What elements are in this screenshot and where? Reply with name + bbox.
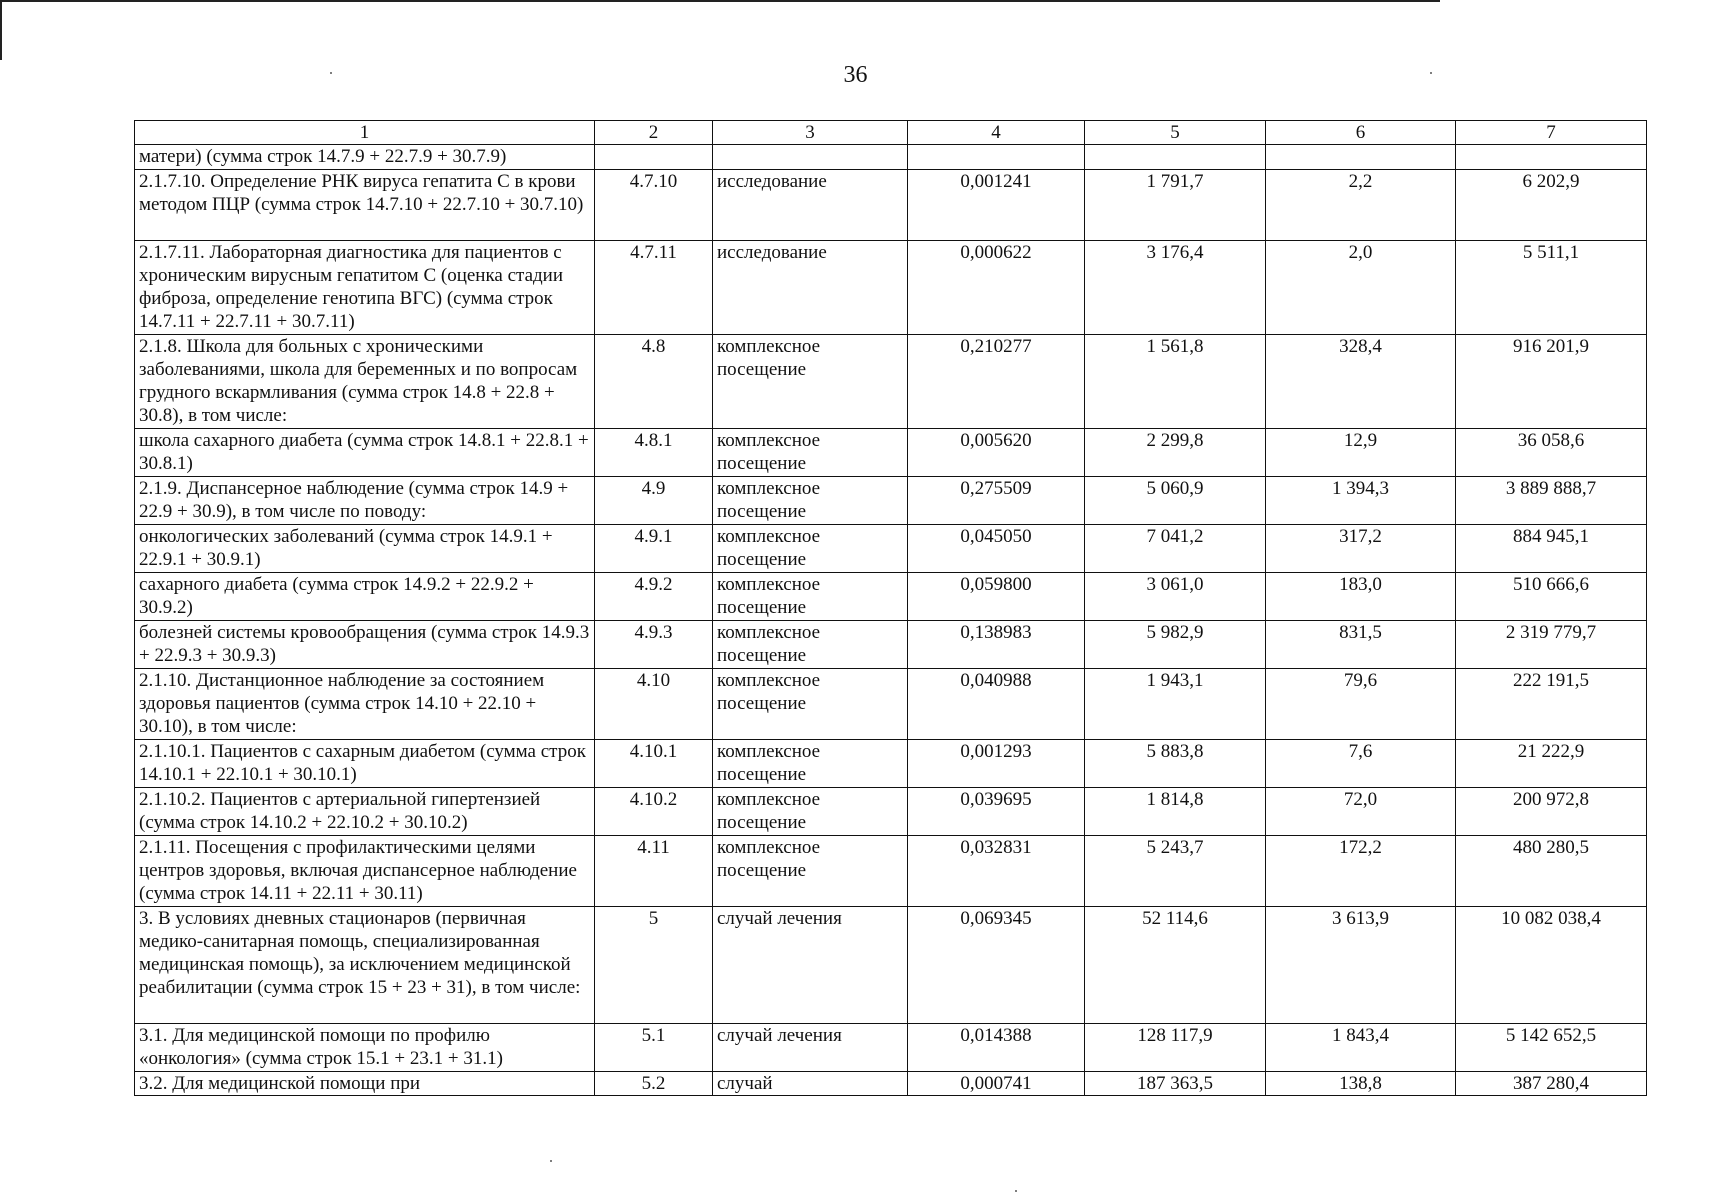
page-number: 36 <box>843 62 868 88</box>
row-name: матери) (сумма строк 14.7.9 + 22.7.9 + 30.7.9) <box>135 145 595 170</box>
row-per-capita: 79,6 <box>1266 669 1456 740</box>
row-per-capita: 138,8 <box>1266 1072 1456 1096</box>
row-norm: 0,069345 <box>908 907 1085 1024</box>
scan-left-edge <box>0 0 2 60</box>
table-row <box>135 1024 1647 1072</box>
row-name: 2.1.8. Школа для больных с хроническими заболеваниями, школа для беременных и по вопросам грудного вскармливания (сумма строк 14.8 + 22.8 + 30.8), в том числе: <box>135 335 595 429</box>
row-name: 2.1.10.2. Пациентов с артериальной гипертензией (сумма строк 14.10.2 + 22.10.2 + 30.10.2) <box>135 788 595 836</box>
row-norm: 0,001293 <box>908 740 1085 788</box>
row-unit: случай лечения <box>713 1024 908 1072</box>
table-row <box>135 669 1647 740</box>
row-code: 4.7.11 <box>595 241 713 335</box>
row-per-capita <box>1266 145 1456 170</box>
row-unit: комплексное посещение <box>713 335 908 429</box>
row-cost: 1 943,1 <box>1085 669 1266 740</box>
scan-speck <box>330 72 332 74</box>
data-table <box>134 120 1647 1096</box>
row-cost: 52 114,6 <box>1085 907 1266 1024</box>
row-name: сахарного диабета (сумма строк 14.9.2 + 22.9.2 + 30.9.2) <box>135 573 595 621</box>
row-per-capita: 317,2 <box>1266 525 1456 573</box>
row-unit: комплексное посещение <box>713 669 908 740</box>
table-row <box>135 788 1647 836</box>
row-name: школа сахарного диабета (сумма строк 14.8.1 + 22.8.1 + 30.8.1) <box>135 429 595 477</box>
row-name: 2.1.7.11. Лабораторная диагностика для пациентов с хроническим вирусным гепатитом С (оценка стадии фиброза, определение генотипа ВГС) (сумма строк 14.7.11 + 22.7.11 + 30.7.11) <box>135 241 595 335</box>
scan-speck <box>1430 72 1432 74</box>
column-header: 4 <box>908 121 1085 145</box>
row-unit: комплексное посещение <box>713 429 908 477</box>
row-norm: 0,059800 <box>908 573 1085 621</box>
table-row <box>135 740 1647 788</box>
row-name: 3.1. Для медицинской помощи по профилю «онкология» (сумма строк 15.1 + 23.1 + 31.1) <box>135 1024 595 1072</box>
row-name: болезней системы кровообращения (сумма строк 14.9.3 + 22.9.3 + 30.9.3) <box>135 621 595 669</box>
row-per-capita: 1 843,4 <box>1266 1024 1456 1072</box>
row-code: 4.7.10 <box>595 170 713 241</box>
row-name: онкологических заболеваний (сумма строк 14.9.1 + 22.9.1 + 30.9.1) <box>135 525 595 573</box>
table-row <box>135 170 1647 241</box>
row-total: 480 280,5 <box>1456 836 1647 907</box>
row-per-capita: 3 613,9 <box>1266 907 1456 1024</box>
row-total: 3 889 888,7 <box>1456 477 1647 525</box>
row-total: 387 280,4 <box>1456 1072 1647 1096</box>
row-norm <box>908 145 1085 170</box>
row-cost: 187 363,5 <box>1085 1072 1266 1096</box>
row-cost: 5 883,8 <box>1085 740 1266 788</box>
row-total: 200 972,8 <box>1456 788 1647 836</box>
row-cost: 3 176,4 <box>1085 241 1266 335</box>
row-cost: 2 299,8 <box>1085 429 1266 477</box>
row-per-capita: 72,0 <box>1266 788 1456 836</box>
row-name: 3. В условиях дневных стационаров (первичная медико-санитарная помощь, специализированная медицинская помощь), за исключением медицинской реабилитации (сумма строк 15 + 23 + 31), в том числе: <box>135 907 595 1024</box>
column-header: 1 <box>135 121 595 145</box>
column-header: 5 <box>1085 121 1266 145</box>
row-total: 5 511,1 <box>1456 241 1647 335</box>
row-unit: исследование <box>713 170 908 241</box>
row-code: 4.10.1 <box>595 740 713 788</box>
row-cost: 5 243,7 <box>1085 836 1266 907</box>
row-unit: комплексное посещение <box>713 788 908 836</box>
row-code: 4.9.2 <box>595 573 713 621</box>
scan-speck <box>550 1160 552 1162</box>
row-cost: 7 041,2 <box>1085 525 1266 573</box>
row-total: 10 082 038,4 <box>1456 907 1647 1024</box>
row-unit: комплексное посещение <box>713 836 908 907</box>
row-code: 4.9.3 <box>595 621 713 669</box>
row-per-capita: 2,2 <box>1266 170 1456 241</box>
row-norm: 0,039695 <box>908 788 1085 836</box>
row-unit: комплексное посещение <box>713 477 908 525</box>
row-unit: комплексное посещение <box>713 740 908 788</box>
row-unit: комплексное посещение <box>713 621 908 669</box>
row-norm: 0,032831 <box>908 836 1085 907</box>
table-row <box>135 573 1647 621</box>
row-unit <box>713 145 908 170</box>
column-header: 2 <box>595 121 713 145</box>
column-header: 6 <box>1266 121 1456 145</box>
column-header: 3 <box>713 121 908 145</box>
table-row <box>135 335 1647 429</box>
row-code: 5 <box>595 907 713 1024</box>
row-code <box>595 145 713 170</box>
table-row <box>135 241 1647 335</box>
row-code: 4.9 <box>595 477 713 525</box>
column-header: 7 <box>1456 121 1647 145</box>
row-cost <box>1085 145 1266 170</box>
row-per-capita: 183,0 <box>1266 573 1456 621</box>
row-code: 5.1 <box>595 1024 713 1072</box>
row-name: 2.1.11. Посещения с профилактическими целями центров здоровья, включая диспансерное наблюдение (сумма строк 14.11 + 22.11 + 30.11) <box>135 836 595 907</box>
table-row <box>135 477 1647 525</box>
row-per-capita: 328,4 <box>1266 335 1456 429</box>
table-row <box>135 621 1647 669</box>
table-row <box>135 836 1647 907</box>
table-row <box>135 1072 1647 1096</box>
row-code: 4.10 <box>595 669 713 740</box>
row-name: 2.1.10.1. Пациентов с сахарным диабетом (сумма строк 14.10.1 + 22.10.1 + 30.10.1) <box>135 740 595 788</box>
row-norm: 0,040988 <box>908 669 1085 740</box>
row-norm: 0,275509 <box>908 477 1085 525</box>
row-name: 2.1.10. Дистанционное наблюдение за состоянием здоровья пациентов (сумма строк 14.10 + 22.10 + 30.10), в том числе: <box>135 669 595 740</box>
row-norm: 0,000741 <box>908 1072 1085 1096</box>
row-code: 4.11 <box>595 836 713 907</box>
row-code: 5.2 <box>595 1072 713 1096</box>
scan-speck <box>1015 1190 1017 1192</box>
row-code: 4.8.1 <box>595 429 713 477</box>
row-total: 916 201,9 <box>1456 335 1647 429</box>
row-per-capita: 172,2 <box>1266 836 1456 907</box>
row-unit: случай <box>713 1072 908 1096</box>
row-norm: 0,014388 <box>908 1024 1085 1072</box>
row-cost: 5 982,9 <box>1085 621 1266 669</box>
table-row <box>135 907 1647 1024</box>
row-cost: 3 061,0 <box>1085 573 1266 621</box>
row-per-capita: 12,9 <box>1266 429 1456 477</box>
row-code: 4.8 <box>595 335 713 429</box>
row-total: 6 202,9 <box>1456 170 1647 241</box>
row-cost: 128 117,9 <box>1085 1024 1266 1072</box>
row-unit: исследование <box>713 241 908 335</box>
row-total <box>1456 145 1647 170</box>
row-norm: 0,005620 <box>908 429 1085 477</box>
row-norm: 0,000622 <box>908 241 1085 335</box>
row-unit: комплексное посещение <box>713 525 908 573</box>
row-total: 5 142 652,5 <box>1456 1024 1647 1072</box>
row-unit: случай лечения <box>713 907 908 1024</box>
row-name: 2.1.7.10. Определение РНК вируса гепатита С в крови методом ПЦР (сумма строк 14.7.10 + 22.7.10 + 30.7.10) <box>135 170 595 241</box>
row-norm: 0,210277 <box>908 335 1085 429</box>
table-row <box>135 145 1647 170</box>
row-total: 2 319 779,7 <box>1456 621 1647 669</box>
row-per-capita: 2,0 <box>1266 241 1456 335</box>
row-per-capita: 831,5 <box>1266 621 1456 669</box>
row-total: 222 191,5 <box>1456 669 1647 740</box>
row-code: 4.10.2 <box>595 788 713 836</box>
row-name: 3.2. Для медицинской помощи при <box>135 1072 595 1096</box>
row-cost: 1 561,8 <box>1085 335 1266 429</box>
row-total: 510 666,6 <box>1456 573 1647 621</box>
row-total: 21 222,9 <box>1456 740 1647 788</box>
table-row <box>135 429 1647 477</box>
row-cost: 5 060,9 <box>1085 477 1266 525</box>
row-unit: комплексное посещение <box>713 573 908 621</box>
column-number-row <box>135 121 1647 145</box>
row-norm: 0,045050 <box>908 525 1085 573</box>
row-cost: 1 791,7 <box>1085 170 1266 241</box>
scan-top-edge <box>0 0 1440 2</box>
table-row <box>135 525 1647 573</box>
row-total: 36 058,6 <box>1456 429 1647 477</box>
row-per-capita: 7,6 <box>1266 740 1456 788</box>
row-code: 4.9.1 <box>595 525 713 573</box>
row-norm: 0,138983 <box>908 621 1085 669</box>
row-norm: 0,001241 <box>908 170 1085 241</box>
row-name: 2.1.9. Диспансерное наблюдение (сумма строк 14.9 + 22.9 + 30.9), в том числе по поводу: <box>135 477 595 525</box>
row-per-capita: 1 394,3 <box>1266 477 1456 525</box>
row-total: 884 945,1 <box>1456 525 1647 573</box>
row-cost: 1 814,8 <box>1085 788 1266 836</box>
